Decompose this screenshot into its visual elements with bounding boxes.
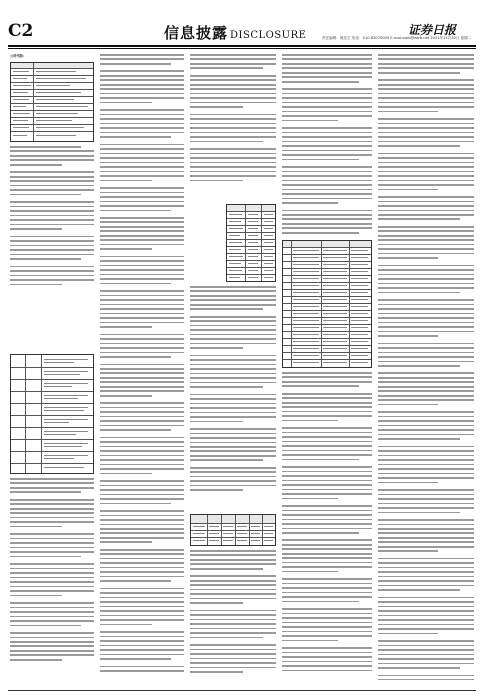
column-3-table — [226, 204, 276, 282]
column-4 — [282, 54, 372, 674]
section-title-cn: 信息披露 — [164, 24, 229, 42]
section-title — [164, 22, 306, 43]
column-4-table — [282, 240, 372, 368]
page-code: C2 — [8, 21, 34, 41]
column-1-table-2 — [10, 354, 94, 474]
section-title-en: DISCLOSURE — [230, 30, 307, 41]
footer-rule — [8, 690, 476, 691]
column-2 — [100, 54, 184, 674]
column-1 — [10, 54, 94, 674]
column-1-body — [10, 146, 94, 288]
column-2-body — [100, 54, 184, 674]
column-4-body-2 — [282, 372, 372, 674]
column-4-body — [282, 54, 372, 236]
column-5 — [378, 54, 474, 680]
header-rule — [8, 45, 476, 47]
paper-logo: 证券日报 — [408, 23, 457, 37]
column-1-heading: 公司代码： — [10, 54, 26, 58]
header-rule-thin — [8, 48, 476, 49]
column-3-body-2 — [190, 286, 276, 494]
column-5-body — [378, 54, 474, 680]
column-3 — [190, 54, 276, 674]
column-3-body — [190, 54, 276, 184]
column-1-table — [10, 62, 94, 142]
column-1-body-2 — [10, 478, 94, 663]
column-3-table-2 — [190, 514, 276, 546]
editor-line: 责任编辑：姚先生 电话：010-63070000 E-mail:zqrb@zqrb.net 2021年11月30日 星期二 — [322, 36, 472, 40]
column-3-body-3 — [190, 550, 276, 674]
